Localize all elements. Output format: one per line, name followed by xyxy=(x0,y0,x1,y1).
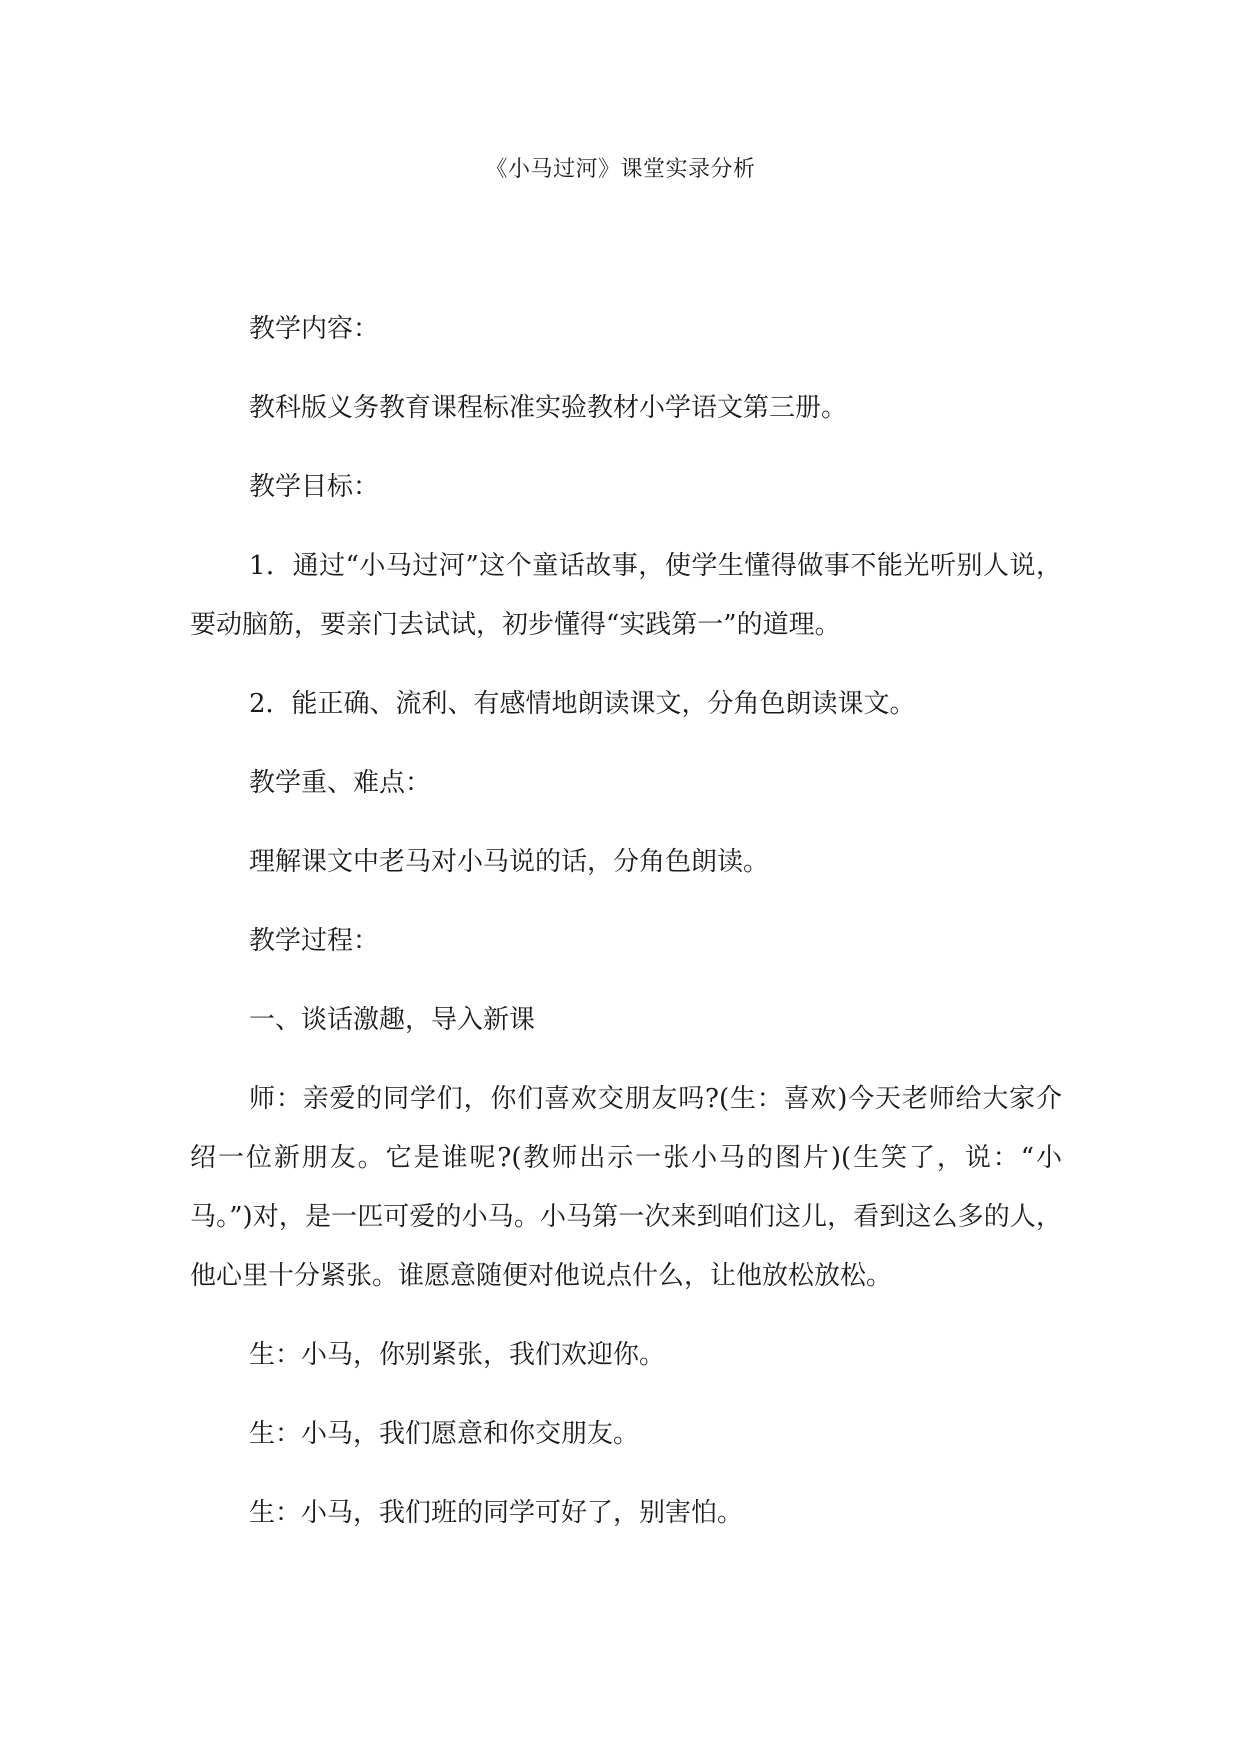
paragraph-goal-2: 2．能正确、流利、有感情地朗读课文，分角色朗读课文。 xyxy=(249,689,916,719)
paragraph-content: 教科版义务教育课程标准实验教材小学语文第三册。 xyxy=(249,393,848,423)
paragraph-goal-1: 1．通过“小马过河”这个童话故事，使学生懂得做事不能光听别人说，要动脑筋，要亲门去试试，初步懂得“实践第一”的道理。 xyxy=(190,551,1062,640)
paragraph-student-3: 生：小马，我们班的同学可好了，别害怕。 xyxy=(249,1498,744,1528)
document-title: 《小马过河》课堂实录分析 xyxy=(485,157,756,182)
paragraph-teacher-dialogue: 师：亲爱的同学们，你们喜欢交朋友吗?(生：喜欢)今天老师给大家介绍一位新朋友。它是谁呢?(教师出示一张小马的图片)(生笑了，说：“小马。”)对，是一匹可爱的小马。小马第一次来到咱们这儿，看到这么多的人，他心里十分紧张。谁愿意随便对他说点什么，让他放松放松。 xyxy=(190,1084,1062,1291)
subheading-intro: 一、谈话激趣，导入新课 xyxy=(249,1005,536,1035)
paragraph-student-2: 生：小马，我们愿意和你交朋友。 xyxy=(249,1419,640,1449)
section-heading-goals: 教学目标： xyxy=(249,472,380,502)
document-body xyxy=(190,300,1062,1563)
paragraph-key-points: 理解课文中老马对小马说的话，分角色朗读。 xyxy=(249,847,770,877)
section-heading-process: 教学过程： xyxy=(249,926,380,956)
section-heading-key-points: 教学重、难点： xyxy=(249,768,432,798)
section-heading-content: 教学内容： xyxy=(249,314,380,344)
paragraph-student-1: 生：小马，你别紧张，我们欢迎你。 xyxy=(249,1340,666,1370)
